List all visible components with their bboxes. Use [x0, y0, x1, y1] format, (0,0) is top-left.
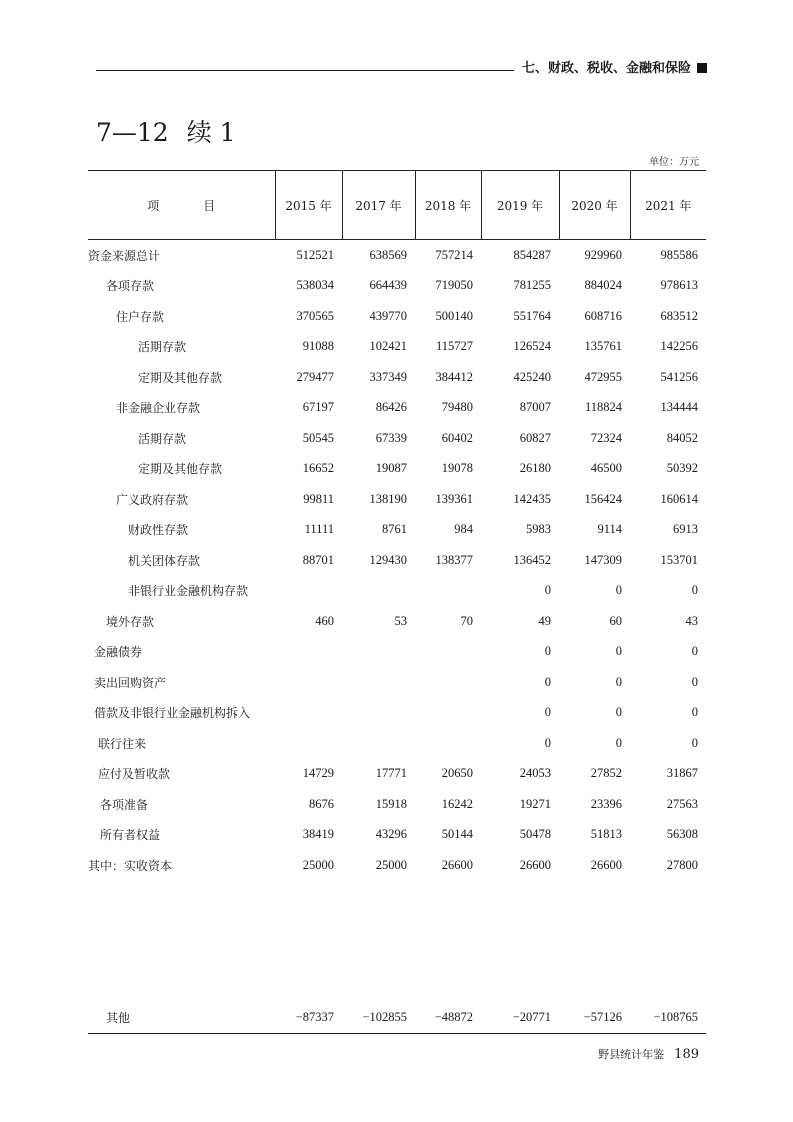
row-value: 664439: [369, 278, 407, 293]
footer-book-title: 野县统计年鉴: [598, 1048, 665, 1061]
row-value: 26600: [590, 857, 622, 872]
row-value: [415, 576, 481, 607]
row-value: 884024: [584, 278, 622, 293]
row-value: 72324: [590, 430, 622, 445]
row-value: 51813: [590, 827, 622, 842]
row-value: 25000: [302, 857, 334, 872]
column-header-2020: 2020 年: [559, 171, 630, 240]
row-value: [342, 698, 415, 729]
row-value: 46500: [590, 461, 622, 476]
row-label: 活期存款: [138, 340, 187, 355]
row-value: 20650: [441, 766, 473, 781]
row-value: [275, 667, 342, 698]
section-title: [522, 57, 707, 76]
row-value: 0: [615, 705, 622, 720]
row-label: 活期存款: [138, 431, 187, 446]
row-value: 0: [615, 583, 622, 598]
row-value: 31867: [666, 766, 698, 781]
row-value: 512521: [296, 247, 334, 262]
row-value: 929960: [584, 247, 622, 262]
row-value: 102421: [369, 339, 407, 354]
row-value: 84052: [666, 430, 698, 445]
row-value: 60: [609, 613, 622, 628]
row-value: 11111: [304, 522, 334, 537]
table-row: [88, 759, 706, 790]
header-rule: [96, 70, 514, 71]
row-value: 0: [544, 705, 551, 720]
row-value: 88701: [302, 552, 334, 567]
row-value: 781255: [513, 278, 551, 293]
table-row: [88, 301, 706, 332]
row-value: 0: [544, 644, 551, 659]
row-value: [415, 728, 481, 759]
table-row: [88, 820, 706, 851]
row-value: 0: [544, 735, 551, 750]
row-value: 99811: [303, 491, 334, 506]
row-value: [275, 637, 342, 668]
row-value: 23396: [590, 796, 622, 811]
row-value: 0: [544, 583, 551, 598]
row-value: 142435: [513, 491, 551, 506]
row-value: [342, 637, 415, 668]
row-value: 43: [685, 613, 698, 628]
row-value: 134444: [660, 400, 698, 415]
row-label: 其中：实收资本: [88, 858, 173, 873]
row-value: 19087: [375, 461, 407, 476]
row-label: 广义政府存款: [116, 492, 189, 507]
row-label: 定期及其他存款: [138, 370, 223, 385]
row-value: 16242: [441, 796, 473, 811]
unit-note: 单位：万元: [649, 157, 699, 168]
row-value: 17771: [375, 766, 407, 781]
row-value: 135761: [584, 339, 622, 354]
row-value: 0: [615, 735, 622, 750]
table-row: [88, 728, 706, 759]
table-row: [88, 454, 706, 485]
row-value: −48872: [415, 1003, 481, 1034]
row-value: −20771: [481, 1003, 559, 1034]
row-value: 0: [615, 644, 622, 659]
row-value: 70: [460, 613, 473, 628]
row-label: 非银行业金融机构存款: [128, 584, 249, 599]
table-row: [88, 362, 706, 393]
row-label: 资金来源总计: [88, 248, 161, 263]
table-row: [88, 850, 706, 881]
row-value: 337349: [369, 369, 407, 384]
row-label: 所有者权益: [100, 828, 161, 843]
table-gap-cell: [88, 881, 706, 1003]
row-value: −57126: [559, 1003, 630, 1034]
row-value: 854287: [513, 247, 551, 262]
page-number: 189: [674, 1047, 699, 1062]
row-value: [342, 667, 415, 698]
row-value: 978613: [660, 278, 698, 293]
row-value: 541256: [660, 369, 698, 384]
row-value: [275, 576, 342, 607]
row-value: 91088: [302, 339, 334, 354]
row-value: 8676: [309, 796, 334, 811]
row-label: 应付及暂收款: [98, 767, 171, 782]
row-value: 0: [691, 735, 698, 750]
row-value: 757214: [435, 247, 473, 262]
row-value: 38419: [302, 827, 334, 842]
row-value: 638569: [369, 247, 407, 262]
row-value: 19271: [519, 796, 551, 811]
row-value: 984: [454, 522, 473, 537]
row-value: 25000: [375, 857, 407, 872]
row-value: 60827: [519, 430, 551, 445]
table-gap: [88, 881, 706, 1003]
row-label: 各项存款: [106, 279, 155, 294]
row-value: [415, 637, 481, 668]
row-value: 153701: [660, 552, 698, 567]
row-label: 其他: [88, 1003, 275, 1034]
row-value: 49: [538, 613, 551, 628]
table-row: [88, 240, 706, 271]
row-value: 86426: [375, 400, 407, 415]
column-header-2017: 2017 年: [342, 171, 415, 240]
row-value: 370565: [296, 308, 334, 323]
row-value: 136452: [513, 552, 551, 567]
table-row: [88, 637, 706, 668]
row-value: 551764: [513, 308, 551, 323]
row-value: 138190: [369, 491, 407, 506]
row-value: 439770: [369, 308, 407, 323]
row-value: 608716: [584, 308, 622, 323]
row-label: 财政性存款: [128, 523, 189, 538]
row-value: [415, 698, 481, 729]
column-header-2015: 2015 年: [275, 171, 342, 240]
row-value: 50144: [441, 827, 473, 842]
row-value: 60402: [441, 430, 473, 445]
table-row: [88, 789, 706, 820]
row-value: 160614: [660, 491, 698, 506]
row-value: 53: [394, 613, 407, 628]
table-row: [88, 484, 706, 515]
section-title-text: 七、财政、税收、金融和保险: [522, 61, 692, 76]
table-row: [88, 332, 706, 363]
row-value: 139361: [435, 491, 473, 506]
row-value: 67339: [375, 430, 407, 445]
row-value: 472955: [584, 369, 622, 384]
row-value: 138377: [435, 552, 473, 567]
table-number: 7—12: [96, 118, 169, 147]
row-value: 26600: [519, 857, 551, 872]
row-value: 142256: [660, 339, 698, 354]
table-row: [88, 545, 706, 576]
row-value: 118824: [584, 400, 622, 415]
row-value: 538034: [296, 278, 334, 293]
table-body: [88, 240, 706, 1034]
row-value: 0: [615, 674, 622, 689]
row-value: 27800: [666, 857, 698, 872]
row-value: −102855: [342, 1003, 415, 1034]
row-value: 126524: [513, 339, 551, 354]
row-label: 借款及非银行业金融机构拆入: [94, 706, 251, 721]
section-marker-icon: [697, 63, 707, 73]
row-value: 129430: [369, 552, 407, 567]
row-value: 460: [315, 613, 334, 628]
row-value: 8761: [382, 522, 407, 537]
row-value: 0: [691, 674, 698, 689]
table-row: [88, 606, 706, 637]
row-value: 27852: [590, 766, 622, 781]
row-value: 79480: [441, 400, 473, 415]
row-value: 14729: [302, 766, 334, 781]
column-header-2019: 2019 年: [481, 171, 559, 240]
row-value: 0: [691, 644, 698, 659]
table-row: [88, 698, 706, 729]
row-value: −108765: [630, 1003, 706, 1034]
row-value: 6913: [673, 522, 698, 537]
row-value: 425240: [513, 369, 551, 384]
row-label: 各项准备: [100, 797, 149, 812]
row-label: 卖出回购资产: [94, 675, 167, 690]
row-value: [415, 667, 481, 698]
row-value: 156424: [584, 491, 622, 506]
row-label: 定期及其他存款: [138, 462, 223, 477]
row-label: 机关团体存款: [128, 553, 201, 568]
row-value: −87337: [275, 1003, 342, 1034]
table-header-row: [88, 171, 706, 240]
row-value: 19078: [441, 461, 473, 476]
table-row: [88, 271, 706, 302]
row-value: 15918: [375, 796, 407, 811]
row-value: 26600: [441, 857, 473, 872]
row-label: 住户存款: [116, 309, 165, 324]
row-value: 16652: [302, 461, 334, 476]
row-value: 0: [544, 674, 551, 689]
row-value: 0: [691, 705, 698, 720]
column-header-item: 项 目: [88, 171, 275, 240]
row-label: 非金融企业存款: [116, 401, 201, 416]
row-value: 9114: [597, 522, 622, 537]
row-value: [342, 728, 415, 759]
table-row: [88, 667, 706, 698]
page-footer: [598, 1046, 699, 1062]
table-continued: 续 1: [186, 118, 236, 147]
row-value: 26180: [519, 461, 551, 476]
row-value: 50545: [302, 430, 334, 445]
table-row: [88, 576, 706, 607]
row-value: [342, 576, 415, 607]
row-value: 56308: [666, 827, 698, 842]
row-value: 384412: [435, 369, 473, 384]
table-row: [88, 1003, 706, 1034]
row-value: 719050: [435, 278, 473, 293]
row-value: 279477: [296, 369, 334, 384]
row-value: 50478: [519, 827, 551, 842]
table-row: [88, 515, 706, 546]
row-value: 24053: [519, 766, 551, 781]
row-value: [275, 698, 342, 729]
data-table: [88, 170, 706, 1034]
column-header-2021: 2021 年: [630, 171, 706, 240]
row-value: [275, 728, 342, 759]
row-value: 985586: [660, 247, 698, 262]
row-label: 金融债券: [94, 645, 143, 660]
table-title: [96, 113, 236, 149]
row-value: 0: [691, 583, 698, 598]
row-value: 5983: [526, 522, 551, 537]
row-value: 115727: [435, 339, 473, 354]
row-label: 境外存款: [106, 614, 155, 629]
row-label: 联行往来: [98, 736, 147, 751]
row-value: 27563: [666, 796, 698, 811]
row-value: 683512: [660, 308, 698, 323]
column-header-2018: 2018 年: [415, 171, 481, 240]
row-value: 43296: [375, 827, 407, 842]
table-row: [88, 423, 706, 454]
row-value: 67197: [302, 400, 334, 415]
table-row: [88, 393, 706, 424]
row-value: 147309: [584, 552, 622, 567]
row-value: 500140: [435, 308, 473, 323]
row-value: 87007: [519, 400, 551, 415]
row-value: 50392: [666, 461, 698, 476]
